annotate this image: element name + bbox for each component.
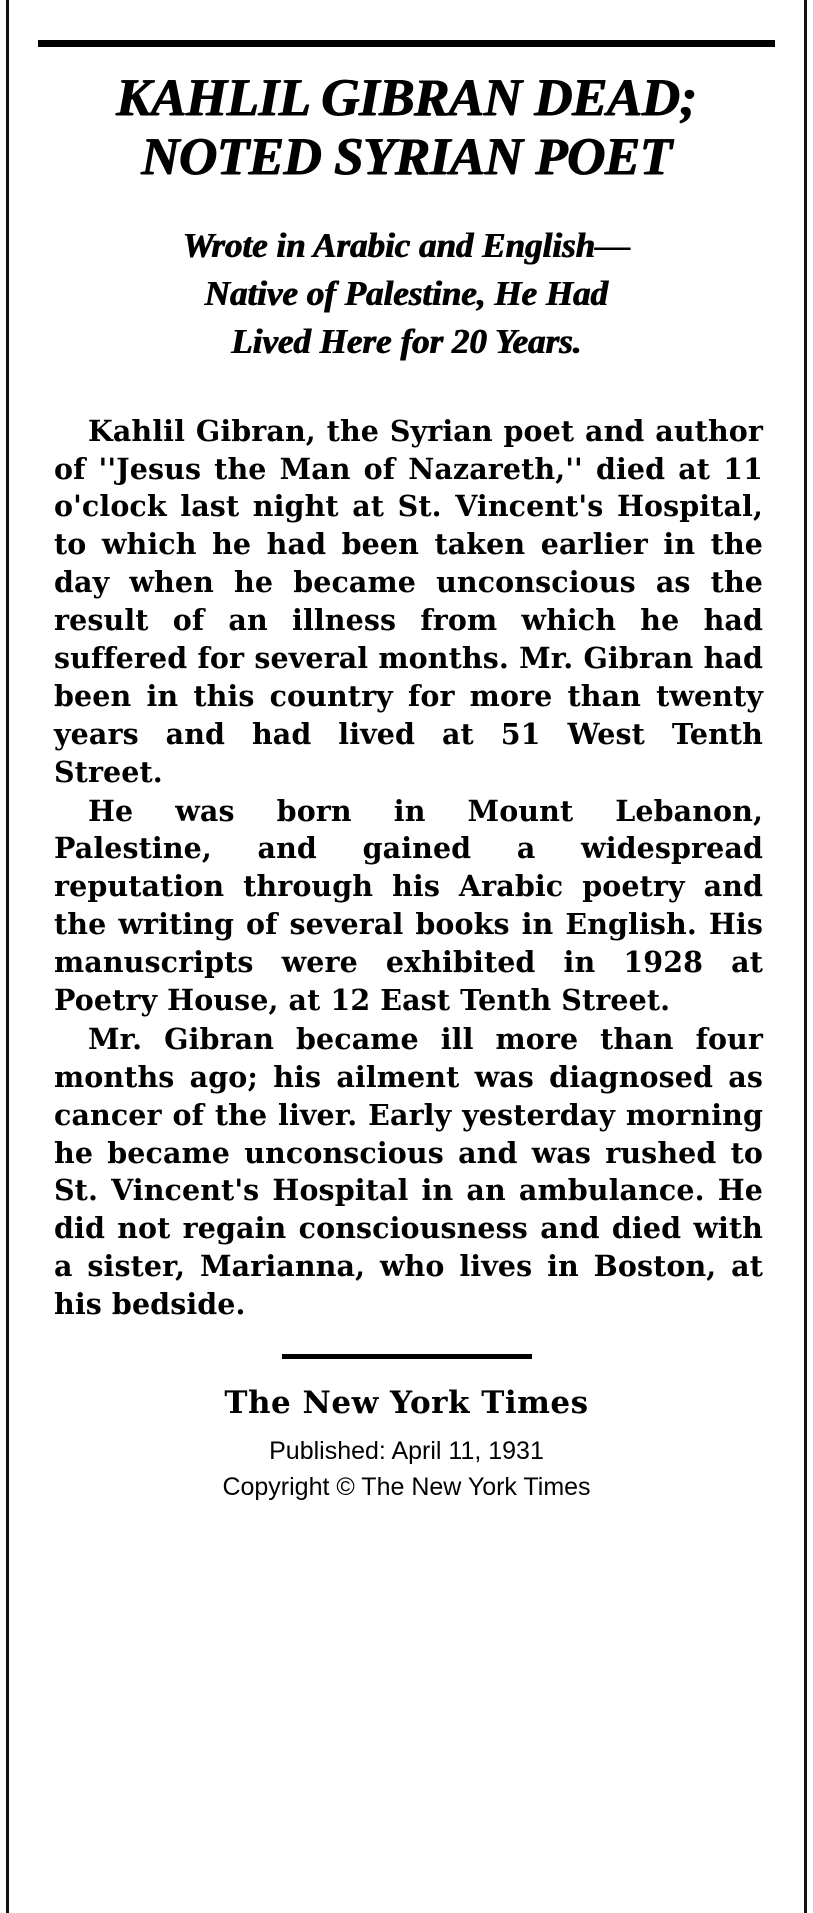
- headline-line-1: KAHLIL GIBRAN DEAD;: [116, 69, 697, 127]
- publication-masthead: The New York Times: [224, 1384, 589, 1421]
- copyright-notice: Copyright © The New York Times: [222, 1473, 591, 1502]
- subheadline-line-3: Lived Here for 20 Years.: [231, 322, 582, 362]
- article-clipping: [28, 0, 785, 1555]
- top-rule-divider: [38, 40, 775, 47]
- article-paragraph: Kahlil Gibran, the Syrian poet and author of ''Jesus the Man of Nazareth,'' died at 11 o'clock last night at St. Vincent's Hospital, to which he had been taken earlier in the day when he became unconscious as the result of an illness from which he had suffered for several months. Mr. Gibran had been in this country for more than twenty years and had lived at 51 West Tenth Street.: [54, 413, 763, 789]
- article-paragraph: He was born in Mount Lebanon, Palestine, and gained a widespread reputation through his Arabic poetry and the writing of several books in English. His manuscripts were exhibited in 1928 at Poetry House, at 12 East Tenth Street.: [54, 793, 763, 1017]
- publication-credit: [28, 1433, 785, 1506]
- article-headline: [36, 69, 777, 188]
- bottom-rule-divider: [282, 1354, 532, 1359]
- subheadline-line-2: Native of Palestine, He Had: [204, 274, 609, 314]
- article-paragraph: Mr. Gibran became ill more than four months ago; his ailment was diagnosed as cancer of the liver. Early yesterday morning he became unconscious and was rushed to St. Vincent's Hospital in an ambulance. He did not regain consciousness and died with a sister, Marianna, who lives in Boston, at his bedside.: [54, 1021, 763, 1322]
- bottom-spacer: [28, 1511, 785, 1555]
- subheadline-line-1: Wrote in Arabic and English—: [182, 225, 631, 265]
- article-body: [54, 413, 763, 1324]
- article-subheadline: [48, 222, 765, 367]
- published-date: Published: April 11, 1931: [269, 1436, 544, 1465]
- headline-line-2: NOTED SYRIAN POET: [141, 128, 672, 187]
